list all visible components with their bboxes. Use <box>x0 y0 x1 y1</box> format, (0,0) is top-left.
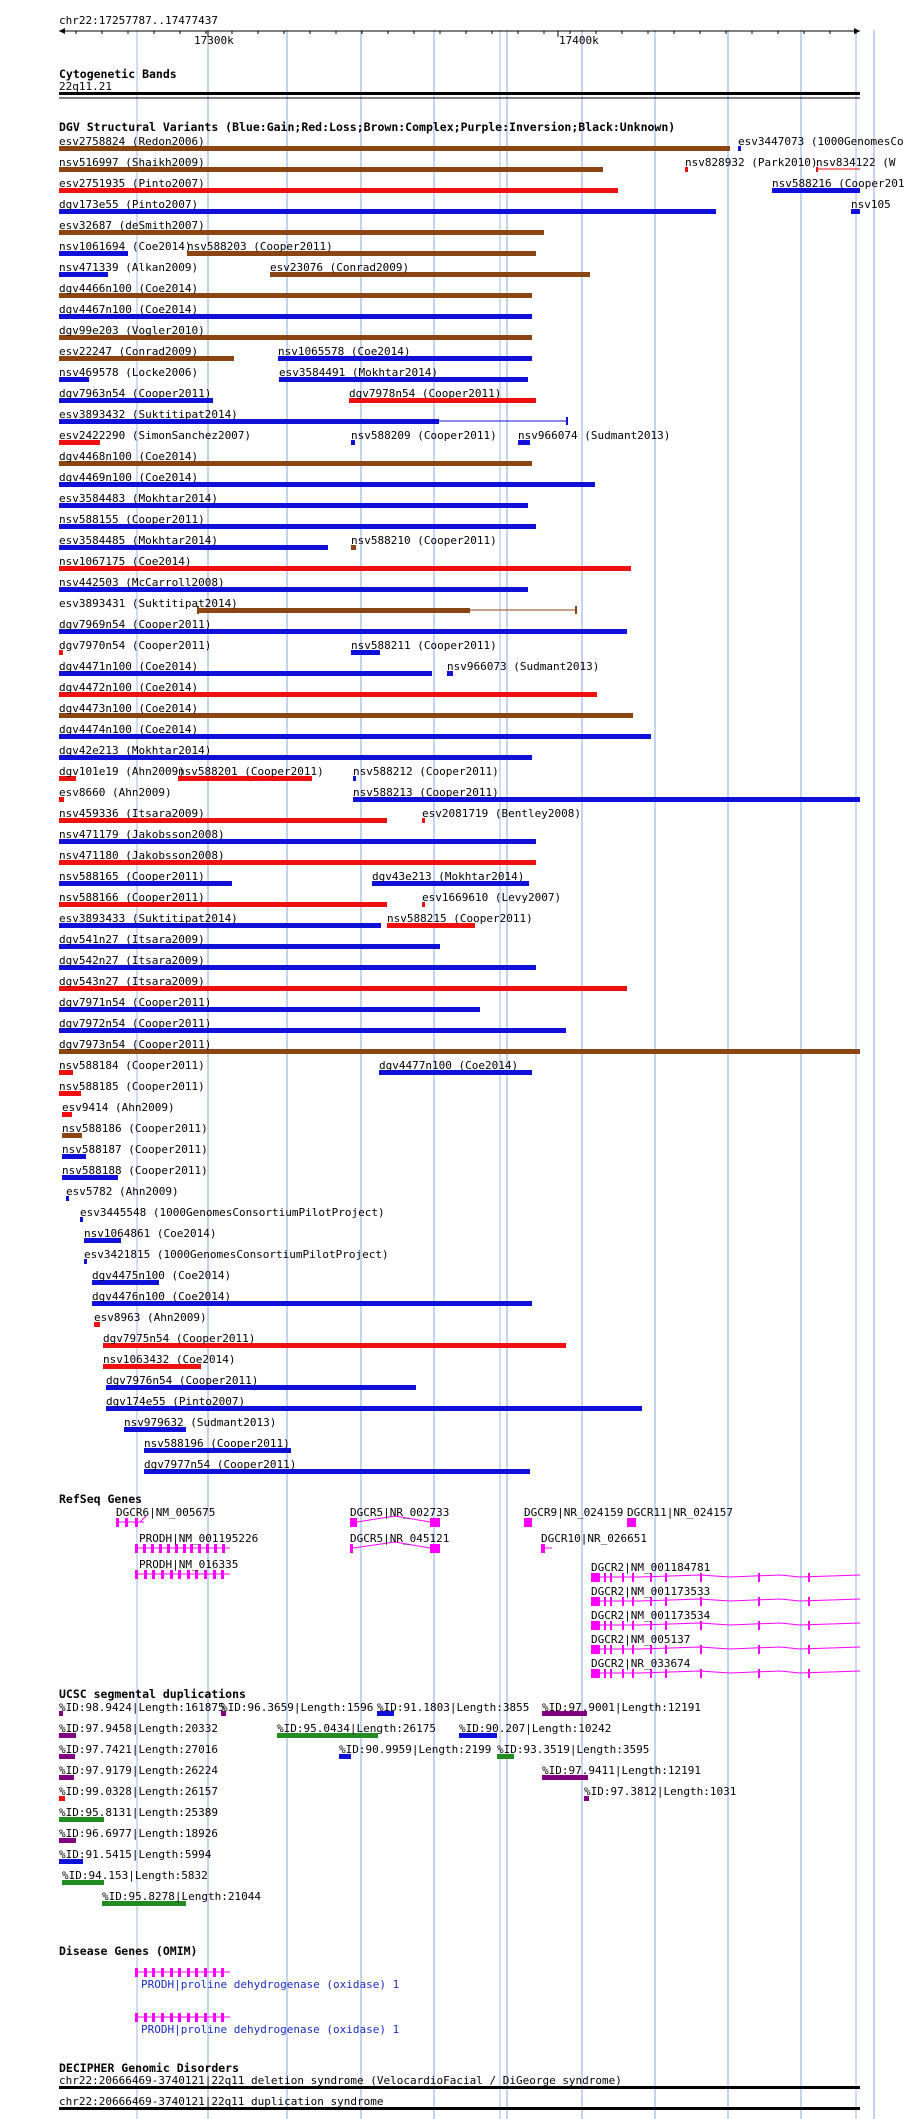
dgv-feature-label[interactable]: dgv4473n100 (Coe2014) <box>59 702 199 715</box>
dgv-feature-bar <box>575 606 577 614</box>
refseq-gene-model <box>758 1621 760 1630</box>
dgv-feature-label[interactable]: esv2758824 (Redon2006) <box>59 135 205 148</box>
omim-gene-model <box>195 2013 198 2022</box>
omim-gene-model <box>213 1968 216 1977</box>
dgv-feature-label[interactable]: dgv7969n54 (Cooper2011) <box>59 618 212 631</box>
dgv-feature-label[interactable]: dgv101e19 (Ahn2009) <box>59 765 185 778</box>
dgv-feature-label[interactable]: nsv588186 (Cooper2011) <box>62 1122 208 1135</box>
ruler-tick-label-2: 17400k <box>559 34 599 47</box>
refseq-gene-model <box>350 1544 353 1553</box>
omim-gene-model <box>178 2013 181 2022</box>
dgv-feature-label[interactable]: esv1669610 (Levy2007) <box>422 891 562 904</box>
refseq-gene-model <box>758 1645 760 1654</box>
omim-gene-model <box>187 2013 190 2022</box>
segdup-feature-label[interactable]: %ID:91.1803|Length:3855 <box>377 1701 530 1714</box>
dgv-feature-label[interactable]: dgv541n27 (Itsara2009) <box>59 933 205 946</box>
dgv-feature-label[interactable]: dgv7970n54 (Cooper2011) <box>59 639 212 652</box>
dgv-feature-bar <box>197 608 470 613</box>
refseq-gene-model <box>700 1645 702 1654</box>
dgv-feature-label[interactable]: dgv4466n100 (Coe2014) <box>59 282 199 295</box>
dgv-feature-label[interactable]: esv9414 (Ahn2009) <box>62 1101 175 1114</box>
dgv-feature-label[interactable]: esv3584485 (Mokhtar2014) <box>59 534 218 547</box>
dgv-feature-label[interactable]: dgv7976n54 (Cooper2011) <box>106 1374 259 1387</box>
segdup-feature-label[interactable]: %ID:95.8131|Length:25389 <box>59 1806 218 1819</box>
refseq-gene-model <box>190 1544 193 1553</box>
dgv-feature-label[interactable]: nsv588215 (Cooper2011) <box>387 912 533 925</box>
dgv-feature-label[interactable]: nsv588211 (Cooper2011) <box>351 639 497 652</box>
refseq-gene-model <box>591 1597 600 1606</box>
refseq-gene-model <box>591 1573 600 1582</box>
refseq-gene-model <box>650 1669 652 1678</box>
dgv-feature-label[interactable]: nsv588216 (Cooper201 <box>772 177 904 190</box>
dgv-feature-label[interactable]: nsv1061694 (Coe2014) <box>59 240 192 253</box>
refseq-gene-model <box>187 1570 190 1579</box>
refseq-gene-model <box>213 1570 216 1579</box>
refseq-gene-model <box>350 1518 357 1527</box>
refseq-gene-model <box>632 1573 634 1582</box>
refseq-gene-model <box>135 1570 138 1579</box>
refseq-gene-model <box>430 1544 440 1553</box>
dgv-feature-label[interactable]: esv3893433 (Suktitipat2014) <box>59 912 238 925</box>
dgv-feature-label[interactable]: nsv1065578 (Coe2014) <box>278 345 411 358</box>
dgv-feature-label[interactable]: dgv7972n54 (Cooper2011) <box>59 1017 212 1030</box>
dgv-feature-label[interactable]: dgv4474n100 (Coe2014) <box>59 723 199 736</box>
refseq-gene-label[interactable]: PRODH|NM_001195226 <box>139 1532 259 1545</box>
refseq-gene-model <box>650 1621 652 1630</box>
segdup-feature-label[interactable]: %ID:98.9424|Length:161875 <box>59 1701 225 1714</box>
dgv-feature-label[interactable]: nsv966073 (Sudmant2013) <box>447 660 600 673</box>
dgv-feature-label[interactable]: esv32687 (deSmith2007) <box>59 219 205 232</box>
refseq-gene-model <box>178 1570 181 1579</box>
refseq-gene-model <box>214 1544 217 1553</box>
refseq-gene-model <box>604 1669 606 1678</box>
cytobands-track-title: Cytogenetic Bands <box>59 67 177 81</box>
refseq-gene-model <box>700 1597 702 1606</box>
omim-gene-model <box>144 1968 147 1977</box>
refseq-gene-model <box>604 1597 606 1606</box>
omim-gene-model <box>135 2013 138 2022</box>
omim-gene-model <box>152 1968 155 1977</box>
omim-gene-model <box>187 1968 190 1977</box>
refseq-gene-model <box>600 1647 860 1649</box>
refseq-gene-label[interactable]: DGCR2|NM_005137 <box>591 1633 691 1646</box>
refseq-gene-model <box>221 1570 224 1579</box>
dgv-feature-label[interactable]: dgv174e55 (Pinto2007) <box>106 1395 246 1408</box>
refseq-gene-model <box>222 1544 225 1553</box>
refseq-gene-model <box>632 1597 634 1606</box>
dgv-feature-label[interactable]: nsv588209 (Cooper2011) <box>351 429 497 442</box>
refseq-gene-model <box>610 1645 612 1654</box>
segdup-feature-label[interactable]: %ID:97.9458|Length:20332 <box>59 1722 218 1735</box>
dgv-feature-label[interactable]: nsv979632 (Sudmant2013) <box>124 1416 277 1429</box>
dgv-feature-label[interactable]: nsv588185 (Cooper2011) <box>59 1080 205 1093</box>
refseq-gene-model <box>430 1518 440 1527</box>
dgv-feature-label[interactable]: esv3584491 (Mokhtar2014) <box>279 366 438 379</box>
refseq-gene-model <box>591 1645 600 1654</box>
segdup-feature-label[interactable]: %ID:99.0328|Length:26157 <box>59 1785 218 1798</box>
refseq-gene-model <box>600 1575 860 1577</box>
refseq-gene-model <box>632 1645 634 1654</box>
dgv-feature-label[interactable]: dgv4472n100 (Coe2014) <box>59 681 199 694</box>
omim-gene-model <box>204 2013 207 2022</box>
refseq-gene-model <box>627 1518 636 1527</box>
refseq-gene-model <box>600 1671 860 1673</box>
dgv-feature-label[interactable]: dgv4467n100 (Coe2014) <box>59 303 199 316</box>
dgv-feature-label[interactable]: esv3893431 (Suktitipat2014) <box>59 597 238 610</box>
refseq-gene-model <box>125 1518 128 1527</box>
refseq-gene-model <box>622 1573 624 1582</box>
refseq-gene-model <box>808 1597 810 1606</box>
cytoband-label: 22q11.21 <box>59 80 112 93</box>
refseq-gene-model <box>758 1573 760 1582</box>
dgv-feature-label[interactable]: esv3445548 (1000GenomesConsortiumPilotProject) <box>80 1206 385 1219</box>
omim-gene-model <box>152 2013 155 2022</box>
dgv-feature-label[interactable]: dgv7971n54 (Cooper2011) <box>59 996 212 1009</box>
refseq-gene-model <box>632 1669 634 1678</box>
refseq-gene-label[interactable]: DGCR2|NM_001173534 <box>591 1609 711 1622</box>
refseq-gene-model <box>135 1544 138 1553</box>
dgv-track-title: DGV Structural Variants (Blue:Gain;Red:Loss;Brown:Complex;Purple:Inversion;Black:Unknown) <box>59 120 676 134</box>
refseq-gene-model <box>167 1544 170 1553</box>
refseq-gene-model <box>665 1597 667 1606</box>
dgv-feature-label[interactable]: nsv588184 (Cooper2011) <box>59 1059 205 1072</box>
refseq-gene-model <box>610 1621 612 1630</box>
dgv-feature-label[interactable]: esv2081719 (Bentley2008) <box>422 807 581 820</box>
refseq-gene-label[interactable]: DGCR9|NR_024159 <box>524 1506 624 1519</box>
dgv-feature-label[interactable]: dgv4471n100 (Coe2014) <box>59 660 199 673</box>
dgv-feature-label[interactable]: nsv588187 (Cooper2011) <box>62 1143 208 1156</box>
refseq-gene-model <box>650 1645 652 1654</box>
cytoband-bar <box>59 92 860 95</box>
refseq-track-title: RefSeq Genes <box>59 1492 143 1506</box>
omim-gene-model <box>135 1968 138 1977</box>
refseq-gene-model <box>808 1621 810 1630</box>
refseq-gene-model <box>622 1669 624 1678</box>
dgv-feature-label[interactable]: nsv588165 (Cooper2011) <box>59 870 205 883</box>
dgv-feature-label[interactable]: esv2751935 (Pinto2007) <box>59 177 205 190</box>
segdup-feature-label[interactable]: %ID:97.9001|Length:12191 <box>542 1701 701 1714</box>
refseq-gene-model <box>600 1623 860 1625</box>
dgv-feature-label[interactable]: nsv588188 (Cooper2011) <box>62 1164 208 1177</box>
refseq-gene-model <box>204 1570 207 1579</box>
refseq-gene-model <box>143 1544 146 1553</box>
refseq-gene-model <box>198 1544 201 1553</box>
dgv-feature-label[interactable]: dgv7963n54 (Cooper2011) <box>59 387 212 400</box>
refseq-gene-model <box>151 1544 154 1553</box>
dgv-feature-label[interactable]: dgv542n27 (Itsara2009) <box>59 954 205 967</box>
decipher-track-title: DECIPHER Genomic Disorders <box>59 2061 240 2075</box>
segdup-feature-label[interactable]: %ID:94.153|Length:5832 <box>62 1869 208 1882</box>
segdup-feature-label[interactable]: %ID:97.9179|Length:26224 <box>59 1764 218 1777</box>
omim-gene-model <box>161 1968 164 1977</box>
refseq-gene-model <box>665 1645 667 1654</box>
dgv-feature-label[interactable]: dgv7973n54 (Cooper2011) <box>59 1038 212 1051</box>
segdup-feature-label[interactable]: %ID:95.0434|Length:26175 <box>277 1722 436 1735</box>
dgv-feature-label[interactable]: nsv588196 (Cooper2011) <box>144 1437 290 1450</box>
segdup-feature-label[interactable]: %ID:97.3812|Length:1031 <box>584 1785 737 1798</box>
dgv-feature-label[interactable]: nsv834122 (W <box>816 156 896 169</box>
dgv-feature-label[interactable]: dgv7978n54 (Cooper2011) <box>349 387 502 400</box>
dgv-feature-label[interactable]: esv23076 (Conrad2009) <box>270 261 410 274</box>
dgv-feature-label[interactable]: nsv105 <box>851 198 891 211</box>
refseq-gene-model <box>591 1621 600 1630</box>
refseq-gene-label[interactable]: DGCR6|NM_005675 <box>116 1506 216 1519</box>
refseq-gene-label[interactable]: DGCR2|NM_001184781 <box>591 1561 711 1574</box>
refseq-gene-model <box>808 1669 810 1678</box>
refseq-gene-model <box>665 1621 667 1630</box>
refseq-gene-model <box>758 1669 760 1678</box>
refseq-gene-model <box>604 1573 606 1582</box>
refseq-gene-model <box>622 1645 624 1654</box>
dgv-feature-label[interactable]: esv2422290 (SimonSanchez2007) <box>59 429 252 442</box>
refseq-gene-model <box>650 1597 652 1606</box>
dgv-feature-label[interactable]: nsv459336 (Itsara2009) <box>59 807 205 820</box>
ruler-arrow-left-icon <box>59 28 65 34</box>
omim-gene-model <box>195 1968 198 1977</box>
segdup-feature-label[interactable]: %ID:95.8278|Length:21044 <box>102 1890 261 1903</box>
dgv-feature-label[interactable]: nsv588213 (Cooper2011) <box>353 786 499 799</box>
decipher-disorder-label[interactable]: chr22:20666469-3740121|22q11 deletion syndrome (VelocardioFacial / DiGeorge syndrome) <box>59 2074 622 2087</box>
omim-gene-model <box>144 2013 147 2022</box>
refseq-gene-model <box>524 1518 532 1527</box>
dgv-feature-label[interactable]: dgv42e213 (Mokhtar2014) <box>59 744 212 757</box>
dgv-feature-label[interactable]: dgv4476n100 (Coe2014) <box>92 1290 232 1303</box>
dgv-feature-label[interactable]: esv8963 (Ahn2009) <box>94 1311 207 1324</box>
ruler-tick-label-1: 17300k <box>194 34 234 47</box>
refseq-gene-label[interactable]: DGCR2|NM_001173533 <box>591 1585 711 1598</box>
refseq-gene-model <box>610 1597 612 1606</box>
dgv-feature-label[interactable]: nsv588155 (Cooper2011) <box>59 513 205 526</box>
dgv-feature-label[interactable]: esv3584483 (Mokhtar2014) <box>59 492 218 505</box>
refseq-gene-model <box>610 1669 612 1678</box>
dgv-feature-label[interactable]: dgv7975n54 (Cooper2011) <box>103 1332 256 1345</box>
refseq-gene-model <box>135 1518 138 1527</box>
dgv-feature-label[interactable]: dgv4468n100 (Coe2014) <box>59 450 199 463</box>
omim-gene-model <box>213 2013 216 2022</box>
omim-gene-model <box>221 2013 224 2022</box>
omim-gene-model <box>221 1968 224 1977</box>
refseq-gene-label[interactable]: DGCR11|NR_024157 <box>627 1506 733 1519</box>
refseq-gene-model <box>808 1645 810 1654</box>
refseq-gene-model <box>700 1573 702 1582</box>
refseq-gene-model <box>665 1669 667 1678</box>
refseq-gene-label[interactable]: DGCR2|NR_033674 <box>591 1657 691 1670</box>
dgv-feature-label[interactable]: dgv4475n100 (Coe2014) <box>92 1269 232 1282</box>
dgv-feature-label[interactable]: nsv1064861 (Coe2014) <box>84 1227 217 1240</box>
refseq-gene-model <box>152 1570 155 1579</box>
dgv-feature-label[interactable]: esv3447073 (1000GenomesCo <box>738 135 904 148</box>
ucsc-segdup-track-title: UCSC segmental duplications <box>59 1687 246 1701</box>
dgv-feature-label[interactable]: esv22247 (Conrad2009) <box>59 345 199 358</box>
refseq-gene-model <box>159 1544 162 1553</box>
dgv-feature-label[interactable]: nsv471180 (Jakobsson2008) <box>59 849 225 862</box>
refseq-gene-model <box>665 1573 667 1582</box>
dgv-feature-label[interactable]: nsv442503 (McCarroll2008) <box>59 576 225 589</box>
dgv-feature-label[interactable]: dgv4477n100 (Coe2014) <box>379 1059 519 1072</box>
dgv-feature-label[interactable]: dgv173e55 (Pinto2007) <box>59 198 199 211</box>
coords-label: chr22:17257787..17477437 <box>59 14 218 27</box>
dgv-feature-label[interactable]: esv8660 (Ahn2009) <box>59 786 172 799</box>
refseq-gene-model <box>144 1570 147 1579</box>
dgv-feature-label[interactable]: esv3893432 (Suktitipat2014) <box>59 408 238 421</box>
refseq-gene-model <box>206 1544 209 1553</box>
dgv-feature-label[interactable]: nsv828932 (Park2010) <box>685 156 818 169</box>
dgv-feature-label[interactable]: dgv99e203 (Vogler2010) <box>59 324 205 337</box>
refseq-gene-model <box>808 1573 810 1582</box>
segdup-feature-label[interactable]: %ID:90.9959|Length:2199 <box>339 1743 492 1756</box>
refseq-gene-model <box>758 1597 760 1606</box>
refseq-gene-model <box>622 1621 624 1630</box>
refseq-gene-label[interactable]: DGCR10|NR_026651 <box>541 1532 647 1545</box>
omim-gene-model <box>204 1968 207 1977</box>
refseq-gene-model <box>183 1544 186 1553</box>
dgv-feature-label[interactable]: nsv588203 (Cooper2011) <box>187 240 333 253</box>
refseq-gene-model <box>161 1570 164 1579</box>
refseq-gene-model <box>175 1544 178 1553</box>
omim-gene-model <box>170 2013 173 2022</box>
refseq-gene-model <box>632 1621 634 1630</box>
dgv-feature-label[interactable]: nsv471179 (Jakobsson2008) <box>59 828 225 841</box>
omim-gene-model <box>178 1968 181 1977</box>
omim-gene-label[interactable]: PRODH|proline dehydrogenase (oxidase) 1 <box>141 1978 400 1991</box>
dgv-feature-label[interactable]: nsv588212 (Cooper2011) <box>353 765 499 778</box>
dgv-feature-label[interactable]: nsv588210 (Cooper2011) <box>351 534 497 547</box>
segdup-feature-label[interactable]: %ID:97.9411|Length:12191 <box>542 1764 701 1777</box>
refseq-gene-model <box>195 1570 198 1579</box>
dgv-feature-label[interactable]: nsv516997 (Shaikh2009) <box>59 156 205 169</box>
refseq-gene-model <box>591 1669 600 1678</box>
dgv-feature-label[interactable]: nsv469578 (Locke2006) <box>59 366 199 379</box>
dgv-feature-label[interactable]: dgv543n27 (Itsara2009) <box>59 975 205 988</box>
refseq-gene-label[interactable]: DGCR5|NR_002733 <box>350 1506 450 1519</box>
refseq-gene-model <box>541 1544 545 1553</box>
refseq-gene-model <box>622 1597 624 1606</box>
segdup-feature-label[interactable]: %ID:90.207|Length:10242 <box>459 1722 612 1735</box>
refseq-gene-model <box>604 1621 606 1630</box>
segdup-feature-label[interactable]: %ID:93.3519|Length:3595 <box>497 1743 650 1756</box>
segdup-feature-label[interactable]: %ID:91.5415|Length:5994 <box>59 1848 212 1861</box>
refseq-gene-model <box>700 1669 702 1678</box>
dgv-feature-label[interactable]: nsv588166 (Cooper2011) <box>59 891 205 904</box>
dgv-feature-label[interactable]: dgv7977n54 (Cooper2011) <box>144 1458 297 1471</box>
dgv-feature-label[interactable]: nsv1067175 (Coe2014) <box>59 555 192 568</box>
refseq-gene-model <box>116 1518 119 1527</box>
refseq-gene-label[interactable]: DGCR5|NR_045121 <box>350 1532 450 1545</box>
dgv-feature-label[interactable]: esv3421815 (1000GenomesConsortiumPilotProject) <box>84 1248 389 1261</box>
segdup-feature-label[interactable]: %ID:96.3659|Length:1596 <box>221 1701 374 1714</box>
dgv-feature-label[interactable]: nsv1063432 (Coe2014) <box>103 1353 236 1366</box>
omim-gene-model <box>170 1968 173 1977</box>
dgv-feature-label[interactable]: nsv966074 (Sudmant2013) <box>518 429 671 442</box>
refseq-gene-label[interactable]: PRODH|NM_016335 <box>139 1558 239 1571</box>
refseq-gene-model <box>604 1645 606 1654</box>
segdup-feature-label[interactable]: %ID:96.6977|Length:18926 <box>59 1827 218 1840</box>
dgv-feature-label[interactable]: esv5782 (Ahn2009) <box>66 1185 179 1198</box>
dgv-feature-label[interactable]: dgv4469n100 (Coe2014) <box>59 471 199 484</box>
refseq-gene-model <box>600 1599 860 1601</box>
omim-gene-label[interactable]: PRODH|proline dehydrogenase (oxidase) 1 <box>141 2023 400 2036</box>
omim-track-title: Disease Genes (OMIM) <box>59 1944 198 1958</box>
refseq-gene-model <box>610 1573 612 1582</box>
refseq-gene-model <box>650 1573 652 1582</box>
ruler-arrow-right-icon <box>854 28 860 34</box>
dgv-feature-label[interactable]: dgv43e213 (Mokhtar2014) <box>372 870 525 883</box>
dgv-feature-label[interactable]: nsv588201 (Cooper2011) <box>178 765 324 778</box>
dgv-feature-bar <box>566 417 568 425</box>
dgv-feature-label[interactable]: nsv471339 (Alkan2009) <box>59 261 199 274</box>
segdup-feature-label[interactable]: %ID:97.7421|Length:27016 <box>59 1743 218 1756</box>
decipher-disorder-label[interactable]: chr22:20666469-3740121|22q11 duplication syndrome <box>59 2095 384 2108</box>
refseq-gene-model <box>170 1570 173 1579</box>
omim-gene-model <box>161 2013 164 2022</box>
refseq-gene-model <box>700 1621 702 1630</box>
